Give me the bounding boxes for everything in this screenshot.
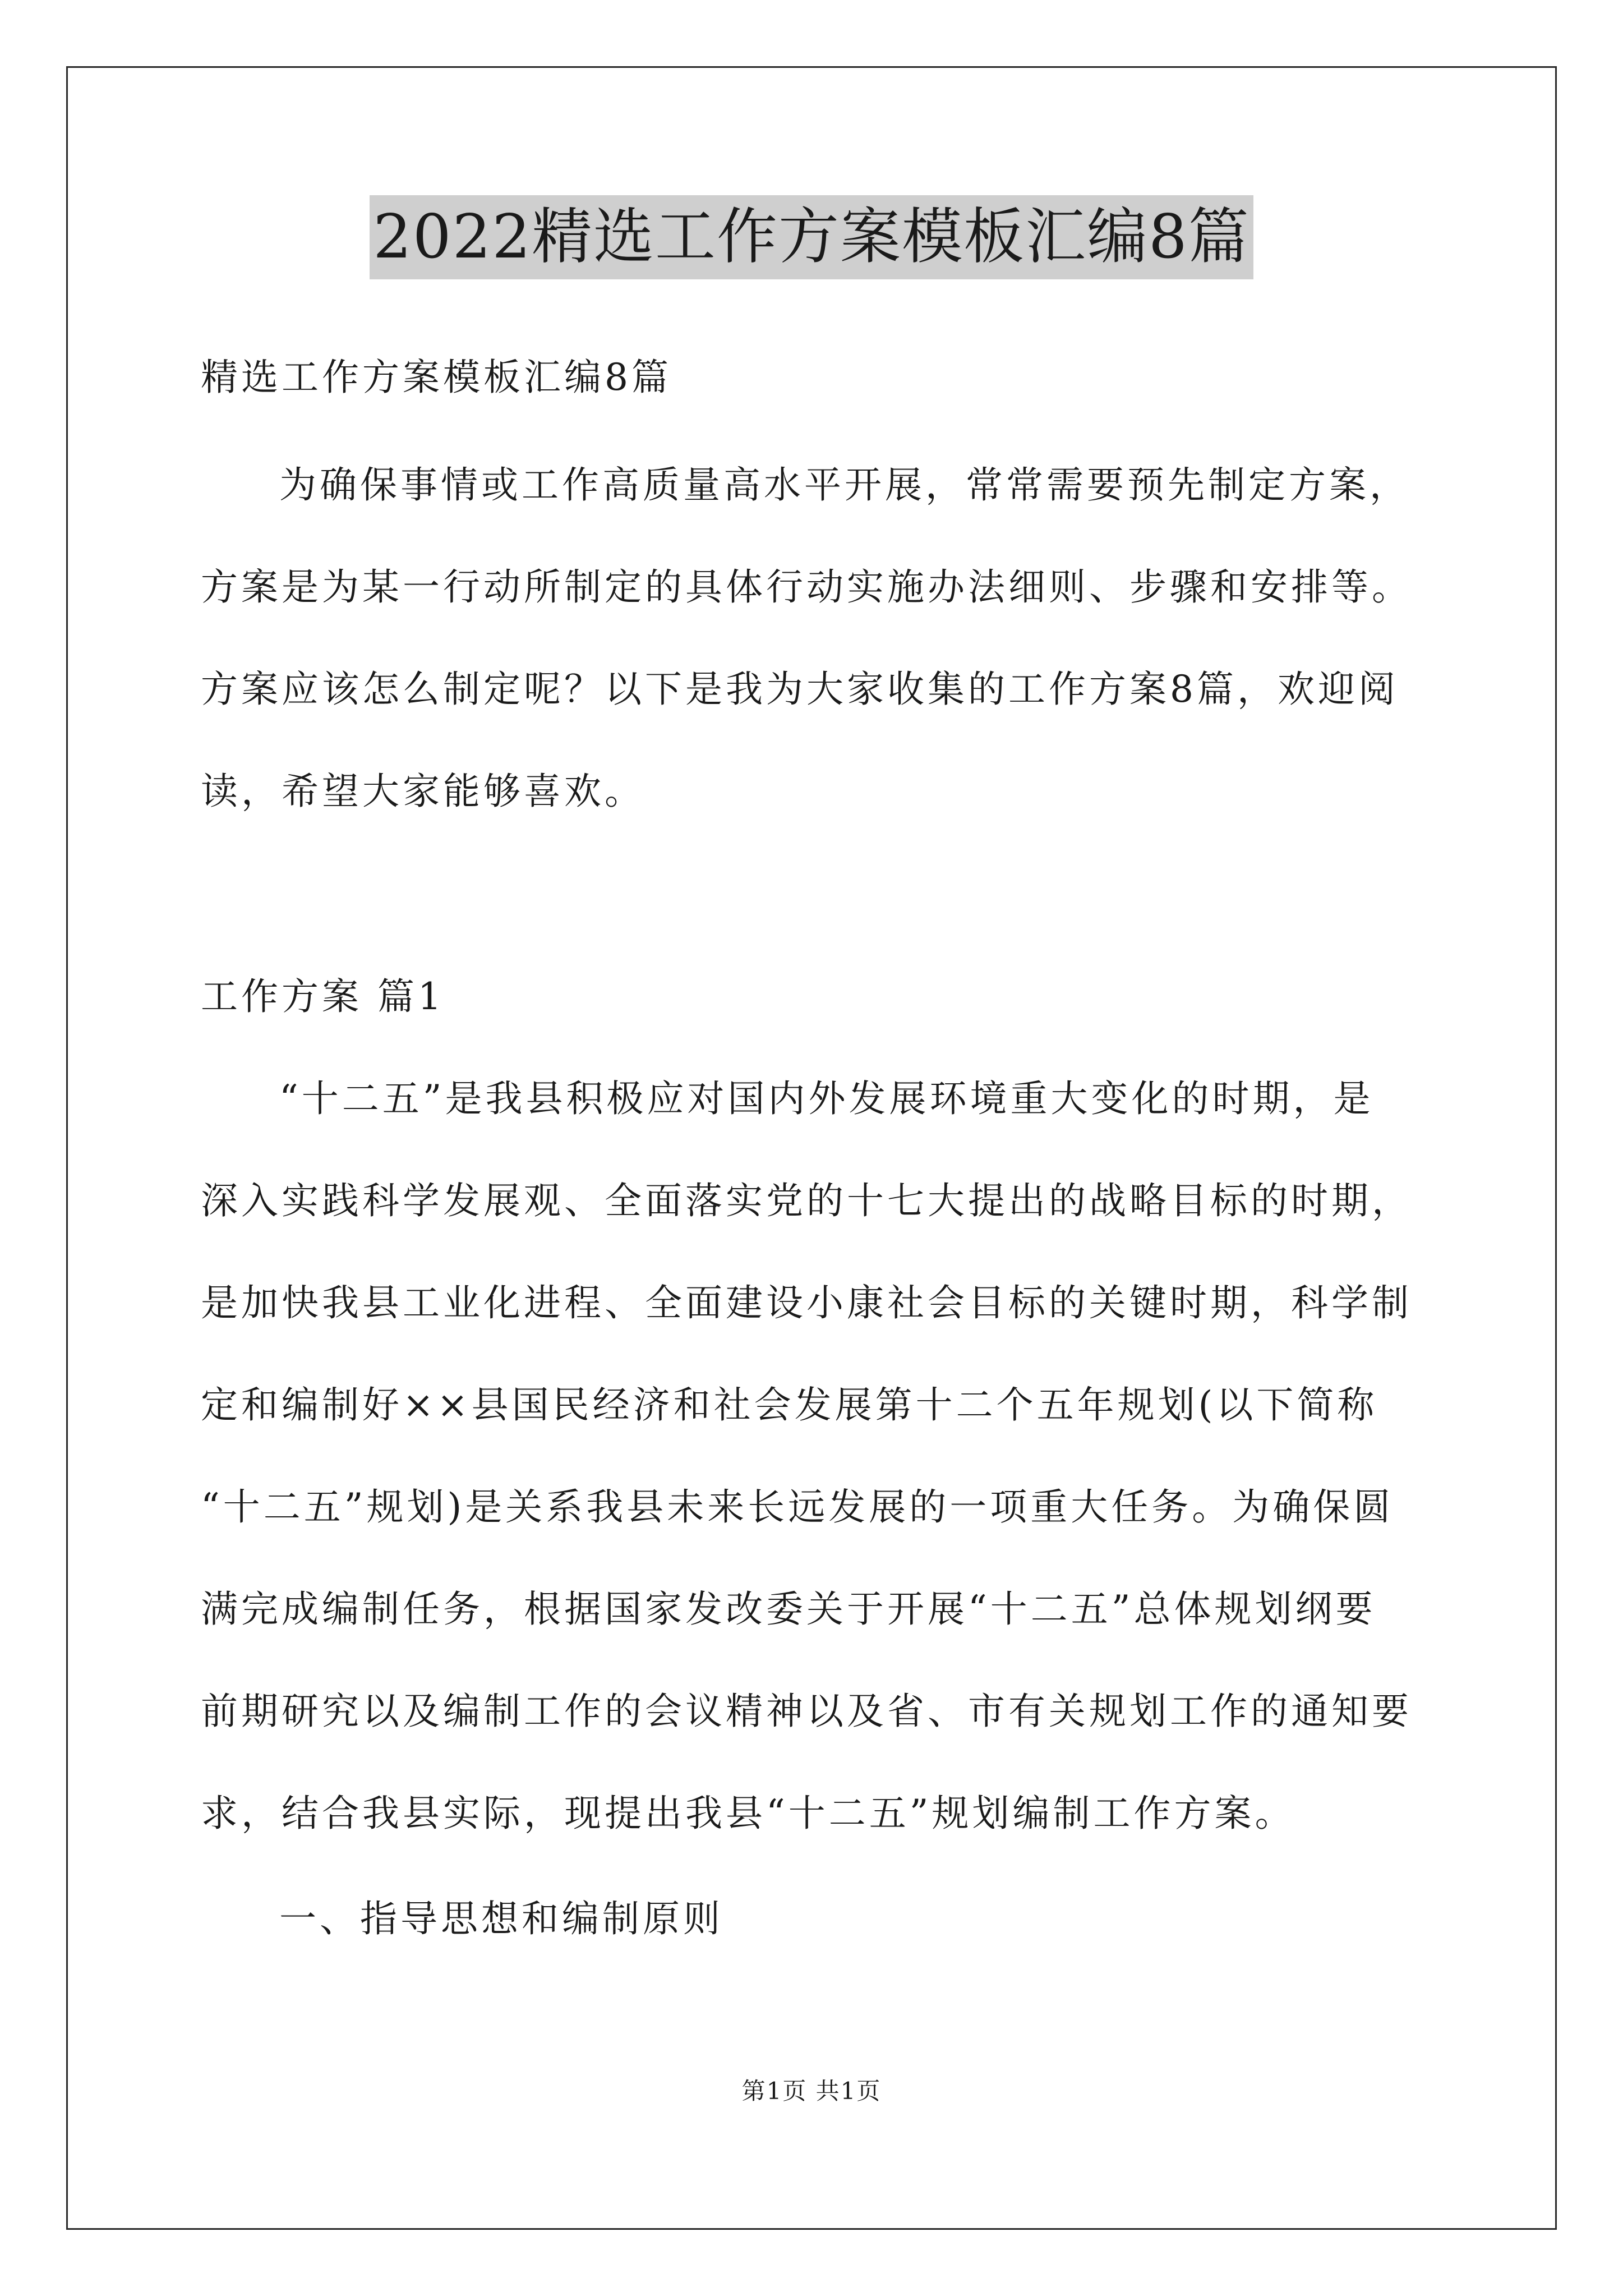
intro-line-2: 方案是为某一行动所制定的具体行动实施办法细则、步骤和安排等。 bbox=[201, 565, 1412, 609]
document-title: 2022精选工作方案模板汇编8篇 bbox=[370, 195, 1253, 279]
subheading: 一、指导思想和编制原则 bbox=[279, 1897, 723, 1940]
page-footer: 第1页 共1页 bbox=[741, 2077, 882, 2105]
intro-line-4: 读，希望大家能够喜欢。 bbox=[201, 770, 645, 813]
section-heading: 工作方案 篇1 bbox=[201, 975, 445, 1018]
document-subtitle: 精选工作方案模板汇编8篇 bbox=[201, 356, 672, 399]
section-line-7: 前期研究以及编制工作的会议精神以及省、市有关规划工作的通知要 bbox=[201, 1690, 1412, 1733]
section-line-8: 求，结合我县实际，现提出我县“十二五”规划编制工作方案。 bbox=[201, 1792, 1295, 1835]
title-block bbox=[0, 195, 1623, 279]
section-line-6: 满完成编制任务，根据国家发改委关于开展“十二五”总体规划纲要 bbox=[201, 1588, 1376, 1631]
section-line-4: 定和编制好××县国民经济和社会发展第十二个五年规划(以下简称 bbox=[201, 1383, 1378, 1427]
section-line-1: “十二五”是我县积极应对国内外发展环境重大变化的时期，是 bbox=[279, 1077, 1374, 1120]
intro-line-3: 方案应该怎么制定呢？以下是我为大家收集的工作方案8篇，欢迎阅 bbox=[201, 668, 1399, 711]
section-line-5: “十二五”规划)是关系我县未来长远发展的一项重大任务。为确保圆 bbox=[201, 1485, 1394, 1529]
intro-line-1: 为确保事情或工作高质量高水平开展，常常需要预先制定方案， bbox=[279, 463, 1410, 507]
section-line-2: 深入实践科学发展观、全面落实党的十七大提出的战略目标的时期， bbox=[201, 1179, 1412, 1222]
section-line-3: 是加快我县工业化进程、全面建设小康社会目标的关键时期，科学制 bbox=[201, 1281, 1412, 1324]
